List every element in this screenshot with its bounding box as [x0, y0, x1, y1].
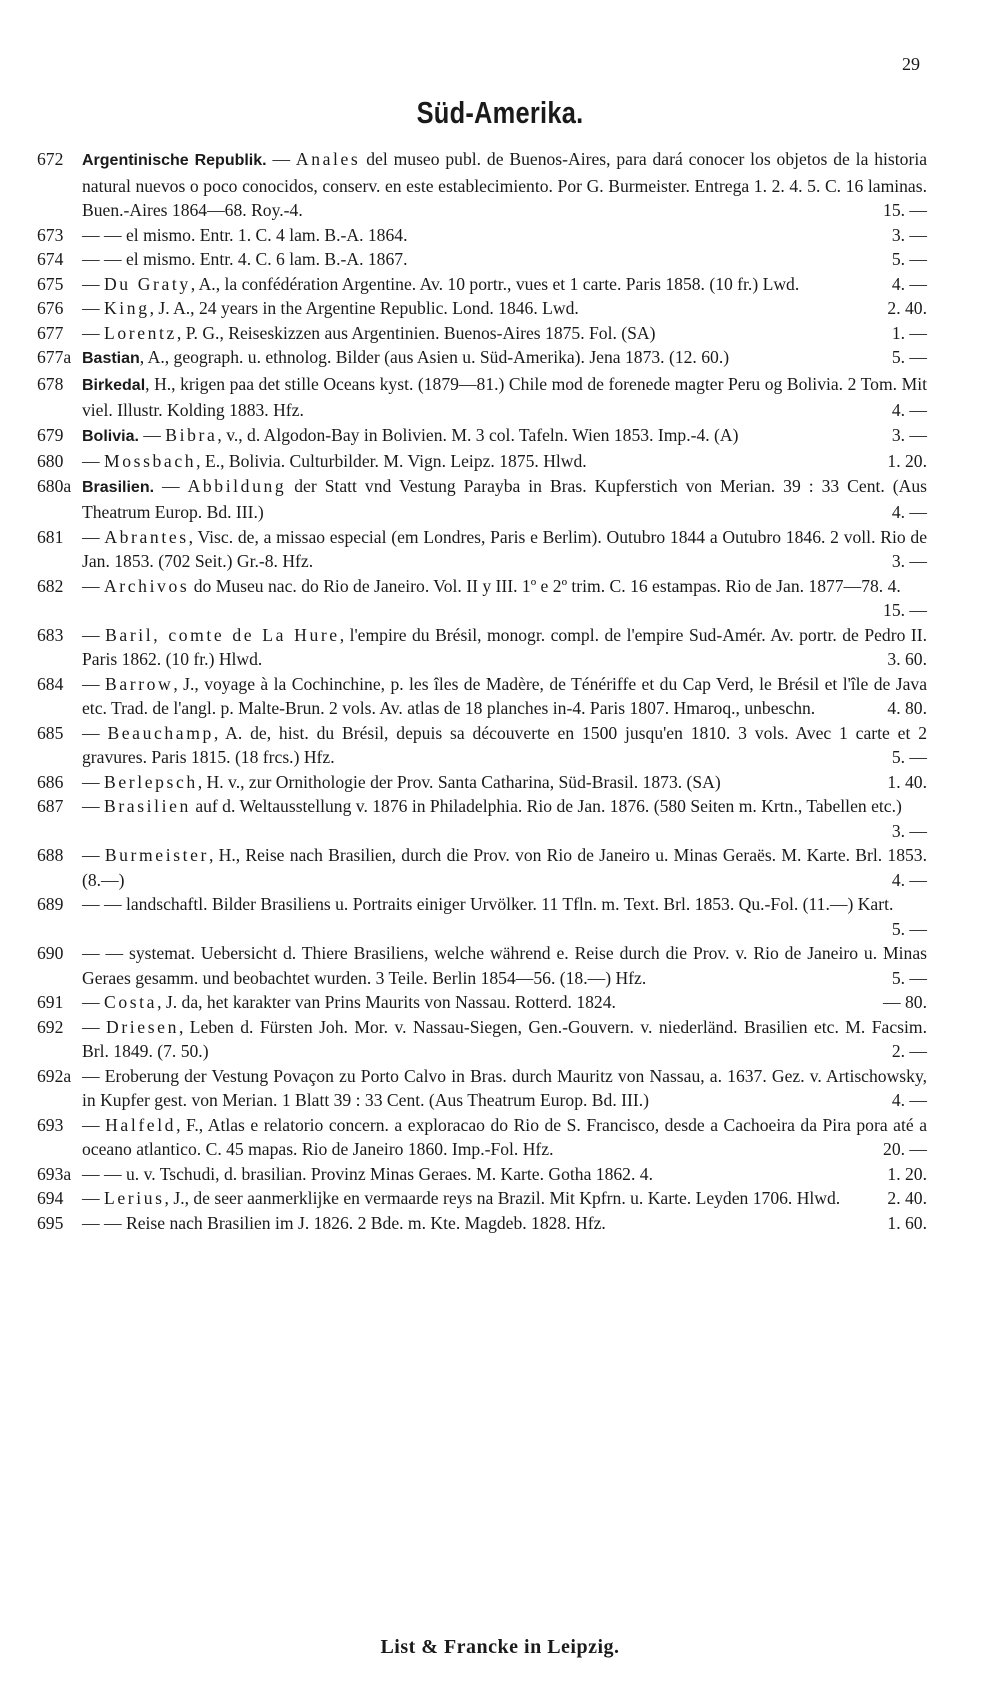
entry-text: , H., Reise nach Brasilien, durch die Prov. von Rio de Janeiro u. Minas Geraës. M. Karte. Brl. 1853. (8.—) — [82, 845, 927, 890]
entry-heading: Bastian — [82, 350, 140, 367]
entry-author: Du Graty — [104, 273, 191, 294]
entry-price: 5. — — [891, 967, 927, 988]
entry-body — [82, 372, 927, 423]
entry-text: , H., krigen paa det stille Oceans kyst. (1879—81.) Chile mod de forenede magter Peru og Bolivia. 2 Tom. Mit viel. Illustr. Kolding 1883. Hfz. — [82, 373, 927, 420]
catalog-entry — [37, 321, 927, 346]
entry-dash: — — [154, 475, 188, 496]
entry-number: 693a — [37, 1163, 72, 1184]
entry-body — [82, 794, 927, 843]
entry-dash: — — — [82, 249, 126, 269]
entry-dash: — — [82, 771, 104, 792]
catalog-entry — [37, 345, 927, 372]
entry-price: 15. — — [883, 600, 927, 620]
catalog-entry — [37, 990, 927, 1015]
entry-number: 678 — [37, 373, 64, 394]
entry-price: 2. 40. — [887, 1188, 927, 1208]
entry-text: , E., Bolivia. Culturbilder. M. Vign. Leipz. 1875. Hlwd. — [196, 451, 587, 471]
entry-text: do Museu nac. do Rio de Janeiro. Vol. II y III. 1º e 2º trim. C. 16 estampas. Rio de Jan. 1877—78. 4. — [189, 575, 901, 596]
entry-number: 680 — [37, 451, 64, 471]
entry-author: Driesen — [106, 1016, 179, 1037]
entry-text: del museo publ. de Buenos-Aires, para dará conocer los objetos de la historia natural nuevos o poco conocidos, conserv. en este establecimiento. Por G. Burmeister. Entrega 1. 2. 4. 5. C. 16 laminas. Buen.-Aires 1864—68. Roy.-4. — [82, 149, 928, 220]
entry-dash: — — [82, 1065, 105, 1086]
entry-number: 672 — [37, 149, 64, 169]
entry-heading: Bolivia. — [82, 427, 139, 445]
entry-number: 677a — [37, 347, 72, 367]
entry-list — [37, 147, 927, 1235]
entry-body — [82, 843, 927, 892]
entry-number: 675 — [37, 273, 64, 294]
entry-text: , J., de seer aanmerklijke en vermaarde reys na Brazil. Mit Kpfrn. u. Karte. Leyden 1706. Hlwd. — [164, 1188, 841, 1208]
entry-number: 692a — [37, 1065, 72, 1086]
entry-price: 4. — — [891, 869, 927, 890]
entry-price: 15. — — [883, 200, 927, 220]
entry-price: 4. — — [891, 273, 927, 294]
entry-body — [82, 1015, 927, 1064]
entry-text: systemat. Uebersicht d. Thiere Brasiliens, welche während e. Reise durch die Prov. v. Rio de Janeiro u. Minas Geraes gesamm. und beobachtet wurden. 3 Teile. Berlin 1854—56. (18.—) Hfz. — [82, 943, 928, 988]
catalog-entry — [37, 1186, 927, 1211]
entry-dash: — — [82, 722, 108, 743]
entry-text: landschaftl. Bilder Brasiliens u. Portraits einiger Urvölker. 11 Tfln. m. Text. Brl. 1853. Qu.-Fol. (11.—) Kart. — [125, 894, 894, 914]
entry-price: 1. 20. — [887, 1163, 927, 1184]
entry-heading: Argentinische Republik. — [82, 152, 267, 169]
catalog-entry — [37, 147, 927, 223]
entry-body — [82, 147, 927, 223]
entry-body — [82, 272, 927, 297]
catalog-entry — [37, 1015, 927, 1064]
entry-number: 682 — [37, 575, 64, 596]
catalog-entry — [37, 721, 927, 770]
entry-dash: — — [82, 992, 104, 1012]
entry-body — [82, 1211, 927, 1236]
entry-text: , A., geograph. u. ethnolog. Bilder (aus Asien u. Süd-Amerika). Jena 1873. (12. 60.) — [139, 347, 730, 367]
entry-text: Eroberung der Vestung Povaçon zu Porto Calvo in Bras. durch Mauritz von Nassau, a. 1637. Gez. v. Artischowsky, in Kupfer gest. von Merian. 1 Blatt 39 : 33 Cent. (Aus Theatrum Europ. Bd. III.) — [82, 1065, 927, 1110]
catalog-entry — [37, 474, 927, 525]
entry-price: 1. — — [891, 322, 927, 343]
entry-dash: — — [266, 149, 296, 169]
entry-number: 692 — [37, 1016, 64, 1037]
entry-body — [82, 247, 927, 272]
entry-author: Baril, comte de La Hure — [105, 624, 340, 645]
entry-dash: — — — [82, 224, 126, 245]
entry-price: 4. — — [891, 400, 927, 420]
entry-price: 3. — — [891, 224, 927, 245]
entry-dash: — — [82, 273, 104, 294]
catalog-entry — [37, 574, 927, 623]
entry-text: , F., Atlas e relatorio concern. a exploracao do Rio de S. Francisco, desde a Cachoeira da Pira pora até a oceano atlantico. C. 45 mapas. Rio de Janeiro 1860. Imp.-Fol. Hfz. — [82, 1114, 927, 1159]
entry-dash: — — [82, 575, 104, 596]
entry-dash: — — — [82, 943, 130, 963]
catalog-entry — [37, 272, 927, 297]
catalog-entry — [37, 247, 927, 272]
entry-text: , A. de, hist. du Brésil, depuis sa découverte en 1500 jusqu'en 1810. 3 vols. Avec 1 carte et 2 gravures. Paris 1815. (18 frcs.) Hfz. — [82, 722, 927, 767]
entry-body — [82, 525, 927, 574]
entry-dash: — — [82, 845, 105, 865]
entry-price: 2. 40. — [887, 298, 927, 318]
entry-dash: — — [82, 322, 104, 343]
entry-dash: — — — [82, 1212, 126, 1233]
entry-number: 687 — [37, 796, 64, 816]
entry-dash: — — [82, 624, 106, 645]
entry-author: Brasilien — [104, 796, 191, 816]
entry-body — [82, 721, 927, 770]
entry-price: 1. 20. — [887, 451, 927, 471]
entry-text: , l'empire du Brésil, monogr. compl. de l'empire Sud-Amér. Av. portr. de Pedro II. Paris 1862. (10 fr.) Hlwd. — [82, 624, 927, 669]
entry-heading: Brasilien. — [82, 478, 155, 496]
entry-dash: — — [82, 298, 104, 318]
entry-body — [82, 672, 927, 721]
publisher-footer: List & Francke in Leipzig. — [380, 1636, 620, 1658]
entry-author: Lorentz — [104, 322, 177, 343]
entry-number: 691 — [37, 992, 64, 1012]
entry-body — [82, 990, 927, 1015]
catalog-entry — [37, 372, 927, 423]
entry-body — [82, 1113, 927, 1162]
entry-number: 686 — [37, 771, 64, 792]
entry-number: 690 — [37, 943, 64, 963]
entry-price: 2. — — [891, 1041, 927, 1061]
entry-number: 674 — [37, 249, 64, 269]
entry-heading: Birkedal — [82, 376, 146, 394]
catalog-entry — [37, 892, 927, 941]
entry-price: 5. — — [891, 747, 927, 767]
entry-dash: — — — [82, 894, 126, 914]
catalog-entry — [37, 770, 927, 795]
entry-author: Lerius — [104, 1188, 165, 1208]
page-number: 29 — [902, 54, 920, 74]
entry-price: 4. — — [891, 502, 927, 522]
entry-number: 683 — [37, 624, 64, 645]
entry-body — [82, 623, 927, 672]
entry-author: Halfeld — [105, 1114, 177, 1135]
entry-body — [82, 223, 927, 248]
entry-price: 3. — — [891, 820, 927, 841]
catalog-entry — [37, 1162, 927, 1187]
entry-author: Costa — [104, 992, 158, 1012]
entry-price: 5. — — [891, 347, 927, 367]
entry-body — [82, 474, 927, 525]
entry-number: 677 — [37, 322, 64, 343]
entry-text: , J. A., 24 years in the Argentine Republic. Lond. 1846. Lwd. — [149, 298, 579, 318]
entry-body — [82, 345, 927, 372]
catalog-entry — [37, 672, 927, 721]
entry-text: , Visc. de, a missao especial (em Londres, Paris e Berlim). Outubro 1844 a Outubro 1846. 2 voll. Rio de Jan. 1853. (702 Seit.) Gr.-8. Hfz. — [82, 526, 927, 571]
entry-body — [82, 423, 927, 450]
entry-number: 684 — [37, 673, 64, 694]
entry-price: 3. — — [891, 424, 927, 445]
entry-body — [82, 296, 927, 321]
entry-number: 694 — [37, 1188, 64, 1208]
entry-dash: — — [82, 1114, 106, 1135]
entry-body — [82, 321, 927, 346]
entry-author: Anales — [295, 149, 361, 169]
entry-author: Archivos — [104, 575, 190, 596]
catalog-entry — [37, 941, 927, 990]
entry-number: 681 — [37, 526, 64, 547]
entry-text: Reise nach Brasilien im J. 1826. 2 Bde. m. Kte. Magdeb. 1828. Hfz. — [125, 1212, 606, 1233]
entry-text: el mismo. Entr. 4. C. 6 lam. B.-A. 1867. — [125, 249, 408, 269]
entry-text: u. v. Tschudi, d. brasilian. Provinz Minas Geraes. M. Karte. Gotha 1862. 4. — [125, 1163, 653, 1184]
entry-dash: — — [82, 1016, 107, 1037]
entry-price: 4. 80. — [887, 698, 927, 718]
entry-price: 5. — — [891, 918, 927, 939]
entry-price: 20. — — [883, 1139, 927, 1159]
entry-dash: — — [82, 673, 105, 694]
entry-number: 688 — [37, 845, 64, 865]
entry-author: Mossbach — [104, 451, 197, 471]
entry-number: 679 — [37, 424, 64, 445]
entry-text: , A., la confédération Argentine. Av. 10 portr., vues et 1 carte. Paris 1858. (10 fr.) Lwd. — [190, 273, 800, 294]
entry-dash: — — [82, 1188, 104, 1208]
entry-body — [82, 449, 927, 474]
entry-body — [82, 1064, 927, 1113]
entry-text: der Statt vnd Vestung Parayba in Bras. Kupferstich von Merian. 39 : 33 Cent. (Aus Theatrum Europ. Bd. III.) — [82, 475, 927, 522]
entry-text: auf d. Weltausstellung v. 1876 in Philadelphia. Rio de Jan. 1876. (580 Seiten m. Krtn., Tabellen etc.) — [190, 796, 902, 816]
entry-dash: — — — [82, 1163, 126, 1184]
entry-number: 695 — [37, 1212, 64, 1233]
entry-number: 693 — [37, 1114, 64, 1135]
entry-number: 685 — [37, 722, 64, 743]
entry-number: 680a — [37, 475, 72, 496]
catalog-entry — [37, 525, 927, 574]
entry-author: Burmeister — [104, 845, 210, 865]
entry-price: 4. — — [891, 1090, 927, 1110]
entry-text: , J. da, het karakter van Prins Maurits von Nassau. Rotterd. 1824. — [157, 992, 616, 1012]
entry-text: , Leben d. Fürsten Joh. Mor. v. Nassau-Siegen, Gen.-Gouvern. v. niederländ. Brasilien etc. M. Facsim. Brl. 1849. (7. 50.) — [82, 1016, 927, 1061]
entry-body — [82, 574, 927, 623]
entry-text: , J., voyage à la Cochinchine, p. les îles de Madère, de Ténériffe et du Cap Verd, le Brésil et l'île de Java etc. Trad. de l'angl. p. Malte-Brun. 2 vols. Av. atlas de 18 planches in-4. Paris 1807. Hmaroq., unbeschn. — [82, 673, 927, 718]
entry-author: Bibra — [165, 424, 218, 445]
entry-price: 1. 40. — [887, 771, 927, 792]
entry-author: Abbildung — [187, 475, 287, 496]
entry-body — [82, 1162, 927, 1187]
entry-body — [82, 1186, 927, 1211]
entry-dash: — — [82, 796, 104, 816]
entry-author: Abrantes — [104, 526, 189, 547]
catalog-entry — [37, 223, 927, 248]
entry-number: 676 — [37, 298, 64, 318]
entry-number: 689 — [37, 894, 64, 914]
entry-text: , v., d. Algodon-Bay in Bolivien. M. 3 col. Tafeln. Wien 1853. Imp.-4. (A) — [217, 424, 739, 445]
catalog-entry — [37, 794, 927, 843]
entry-number: 673 — [37, 224, 64, 245]
entry-price: 5. — — [891, 249, 927, 269]
entry-author: Barrow — [105, 673, 174, 694]
entry-price: 3. 60. — [887, 649, 927, 669]
page-title: Süd-Amerika. — [416, 95, 584, 130]
entry-dash: — — [82, 451, 104, 471]
entry-dash: — — [138, 424, 166, 445]
catalog-entry — [37, 423, 927, 450]
entry-text: , P. G., Reiseskizzen aus Argentinien. Buenos-Aires 1875. Fol. (SA) — [176, 322, 656, 343]
catalog-entry — [37, 623, 927, 672]
entry-price: 3. — — [891, 551, 927, 571]
entry-dash: — — [82, 526, 105, 547]
entry-text: , H. v., zur Ornithologie der Prov. Santa Catharina, Süd-Brasil. 1873. (SA) — [197, 771, 721, 792]
catalog-entry — [37, 843, 927, 892]
catalog-entry — [37, 1113, 927, 1162]
entry-text: el mismo. Entr. 1. C. 4 lam. B.-A. 1864. — [125, 224, 408, 245]
entry-body — [82, 892, 927, 941]
entry-body — [82, 770, 927, 795]
entry-author: Berlepsch — [104, 771, 198, 792]
catalog-entry — [37, 449, 927, 474]
entry-author: Beauchamp — [107, 722, 214, 743]
entry-price: 1. 60. — [887, 1212, 927, 1233]
catalog-entry — [37, 1211, 927, 1236]
entry-price: — 80. — [883, 992, 927, 1012]
catalog-entry — [37, 296, 927, 321]
entry-author: King — [104, 298, 150, 318]
catalog-entry — [37, 1064, 927, 1113]
entry-body — [82, 941, 927, 990]
